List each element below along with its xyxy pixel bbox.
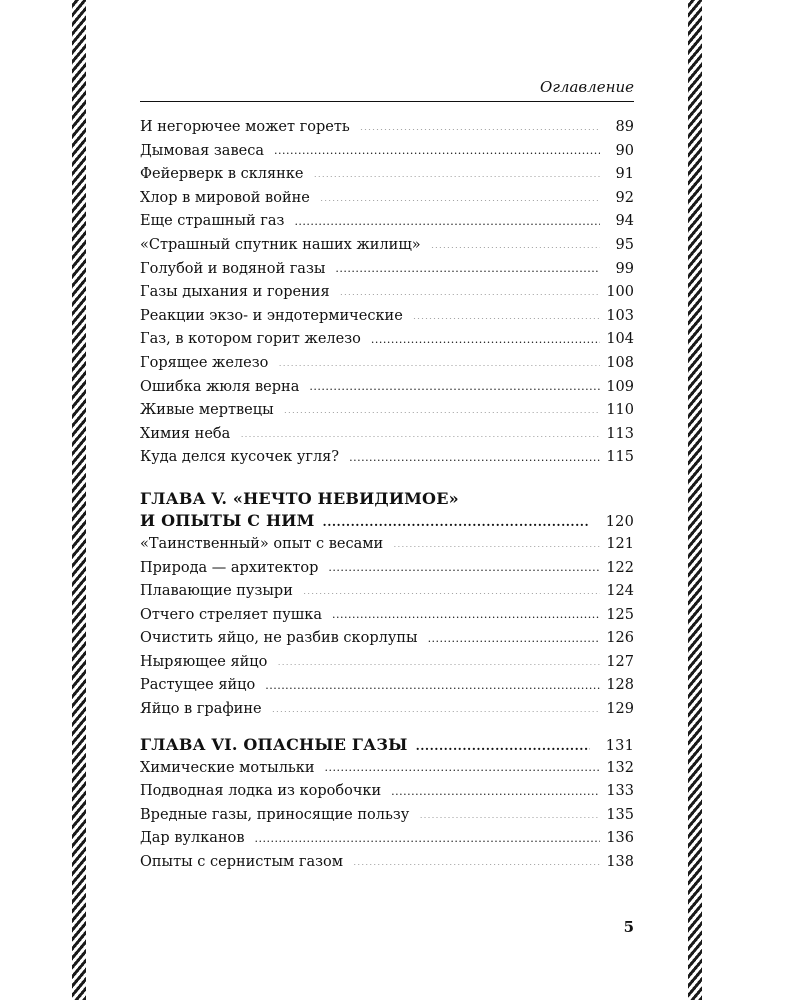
toc-entry (140, 328, 634, 352)
toc-entry-title: Подводная лодка из коробочки (140, 783, 382, 800)
toc-entry-title: Химия неба (140, 425, 231, 442)
dot-leader (309, 375, 600, 390)
toc-entry-page: 100 (606, 284, 634, 301)
toc-entry-page: 126 (606, 630, 634, 647)
chapter-5-title-line1: ГЛАВА V. «НЕЧТО НЕВИДИМОЕ» (140, 488, 459, 508)
toc-entry-page: 128 (606, 677, 634, 694)
toc-entry-page: 136 (606, 830, 634, 847)
dot-leader (240, 423, 600, 438)
toc-entry-page: 127 (606, 653, 634, 670)
toc-entry-page: 115 (606, 449, 634, 466)
chapter-5-title-line2-row (140, 510, 634, 533)
toc-entry-page: 104 (606, 331, 634, 348)
chapter-6-heading (140, 734, 634, 757)
toc-entry-page: 95 (615, 236, 634, 253)
toc-entry-title: Очистить яйцо, не разбив скорлупы (140, 630, 418, 647)
dot-leader (428, 627, 600, 642)
dot-leader (360, 116, 600, 131)
toc-entry (140, 674, 634, 698)
toc-entry-page: 129 (606, 701, 634, 718)
chapter-5-heading (140, 488, 634, 533)
dot-leader (340, 281, 600, 296)
toc-entry (140, 851, 634, 875)
toc-entry-title: И негорючее может гореть (140, 119, 350, 135)
dot-leader (255, 827, 601, 842)
dot-leader (323, 510, 590, 526)
toc-entry-title: Плавающие пузыри (140, 583, 293, 600)
toc-entry-title: Еще страшный газ (140, 213, 285, 230)
dot-leader (391, 780, 600, 795)
toc-section-ch4 (140, 116, 634, 470)
dot-leader (413, 305, 600, 320)
toc-entry-title: Ошибка жюля верна (140, 378, 300, 395)
toc-entry (140, 163, 634, 187)
toc-entry (140, 604, 634, 628)
toc-entry-title: «Страшный спутник наших жилищ» (140, 236, 421, 253)
toc-entry-title: Яйцо в графине (140, 701, 262, 718)
toc-entry-title: «Таинственный» опыт с весами (140, 535, 384, 552)
toc-entry-title: Природа — архитектор (140, 559, 319, 576)
dot-leader (393, 533, 600, 548)
toc-entry-page: 108 (606, 354, 634, 371)
toc-entry-page: 94 (615, 213, 634, 230)
dot-leader (416, 734, 590, 750)
dot-leader (272, 698, 600, 713)
toc-entry (140, 352, 634, 376)
dot-leader (313, 163, 600, 178)
dot-leader (294, 210, 600, 225)
dot-leader (320, 187, 600, 202)
toc-entry-page: 89 (615, 119, 634, 135)
dot-leader (265, 674, 600, 689)
dot-leader (335, 257, 600, 272)
dot-leader (353, 851, 600, 866)
toc-entry (140, 651, 634, 675)
chapter-6-page: 131 (605, 737, 634, 754)
toc-entry (140, 258, 634, 282)
toc-entry-title: Живые мертвецы (140, 402, 274, 419)
chapter-5-page: 120 (605, 513, 634, 530)
toc-entry-page: 121 (606, 535, 634, 552)
dot-leader (325, 756, 600, 771)
page-number: 5 (623, 918, 634, 936)
toc-entry-page: 133 (606, 783, 634, 800)
toc-entry (140, 187, 634, 211)
dot-leader (303, 580, 600, 595)
toc-entry-page: 138 (606, 854, 634, 871)
toc-entry-title: Хлор в мировой войне (140, 189, 310, 206)
toc-entry (140, 804, 634, 828)
toc-entry (140, 757, 634, 781)
toc-section-ch5 (140, 533, 634, 722)
toc-entry-title: Растущее яйцо (140, 677, 256, 694)
toc-entry (140, 557, 634, 581)
toc-entry-title: Фейерверк в склянке (140, 166, 304, 183)
toc-entry-page: 92 (615, 189, 634, 206)
toc-entry (140, 140, 634, 164)
dot-leader (274, 139, 600, 154)
toc-entry (140, 376, 634, 400)
toc-entry (140, 305, 634, 329)
dot-leader (328, 556, 600, 571)
spiral-binding-right (688, 0, 702, 1000)
dot-leader (419, 804, 600, 819)
toc-entry (140, 533, 634, 557)
toc-entry-page: 103 (606, 307, 634, 324)
toc-entry-page: 132 (606, 759, 634, 776)
toc-entry-page: 135 (606, 806, 634, 823)
toc-entry (140, 210, 634, 234)
toc-entry-page: 124 (606, 583, 634, 600)
chapter-6-title-row (140, 734, 634, 757)
dot-leader (277, 651, 600, 666)
toc-entry-page: 91 (615, 166, 634, 183)
dot-leader (431, 234, 600, 249)
toc-entry-page: 125 (606, 606, 634, 623)
dot-leader (284, 399, 600, 414)
toc-entry (140, 423, 634, 447)
toc-entry-page: 109 (606, 378, 634, 395)
toc-entry-page: 99 (615, 260, 634, 277)
toc-entry (140, 580, 634, 604)
toc-entry-page: 113 (606, 425, 634, 442)
toc-entry (140, 827, 634, 851)
chapter-5-title-line2: И ОПЫТЫ С НИМ (140, 510, 315, 530)
toc-entry (140, 234, 634, 258)
toc-entry (140, 698, 634, 722)
toc-entry-title: Дар вулканов (140, 830, 245, 847)
toc-entry (140, 446, 634, 470)
dot-leader (349, 446, 600, 461)
dot-leader (371, 328, 600, 343)
toc-entry-page: 110 (606, 402, 634, 419)
toc-page (140, 76, 634, 875)
toc-entry-title: Вредные газы, приносящие пользу (140, 806, 410, 823)
toc-section-ch6 (140, 757, 634, 875)
toc-entry-page: 90 (615, 142, 634, 159)
dot-leader (332, 603, 600, 618)
toc-entry-title: Химические мотыльки (140, 759, 315, 776)
toc-entry-title: Ныряющее яйцо (140, 653, 268, 670)
toc-entry-title: Газы дыхания и горения (140, 284, 330, 301)
toc-entry-title: Отчего стреляет пушка (140, 606, 322, 623)
toc-entry (140, 627, 634, 651)
toc-entry-page: 122 (606, 559, 634, 576)
running-head: Оглавление (140, 76, 634, 102)
chapter-6-title: ГЛАВА VI. ОПАСНЫЕ ГАЗЫ (140, 734, 408, 754)
dot-leader (278, 352, 600, 367)
toc-entry-title: Опыты с сернистым газом (140, 854, 344, 871)
toc-entry (140, 780, 634, 804)
toc-entry-title: Горящее железо (140, 354, 269, 371)
toc-entry-title: Реакции экзо- и эндотермические (140, 307, 403, 324)
toc-entry (140, 116, 634, 140)
toc-entry-title: Куда делся кусочек угля? (140, 449, 340, 466)
toc-entry (140, 281, 634, 305)
toc-list (140, 116, 634, 875)
spiral-binding-left (72, 0, 86, 1000)
toc-entry-title: Дымовая завеса (140, 142, 264, 159)
toc-entry-title: Голубой и водяной газы (140, 260, 326, 277)
toc-entry (140, 399, 634, 423)
toc-entry-title: Газ, в котором горит железо (140, 331, 361, 348)
